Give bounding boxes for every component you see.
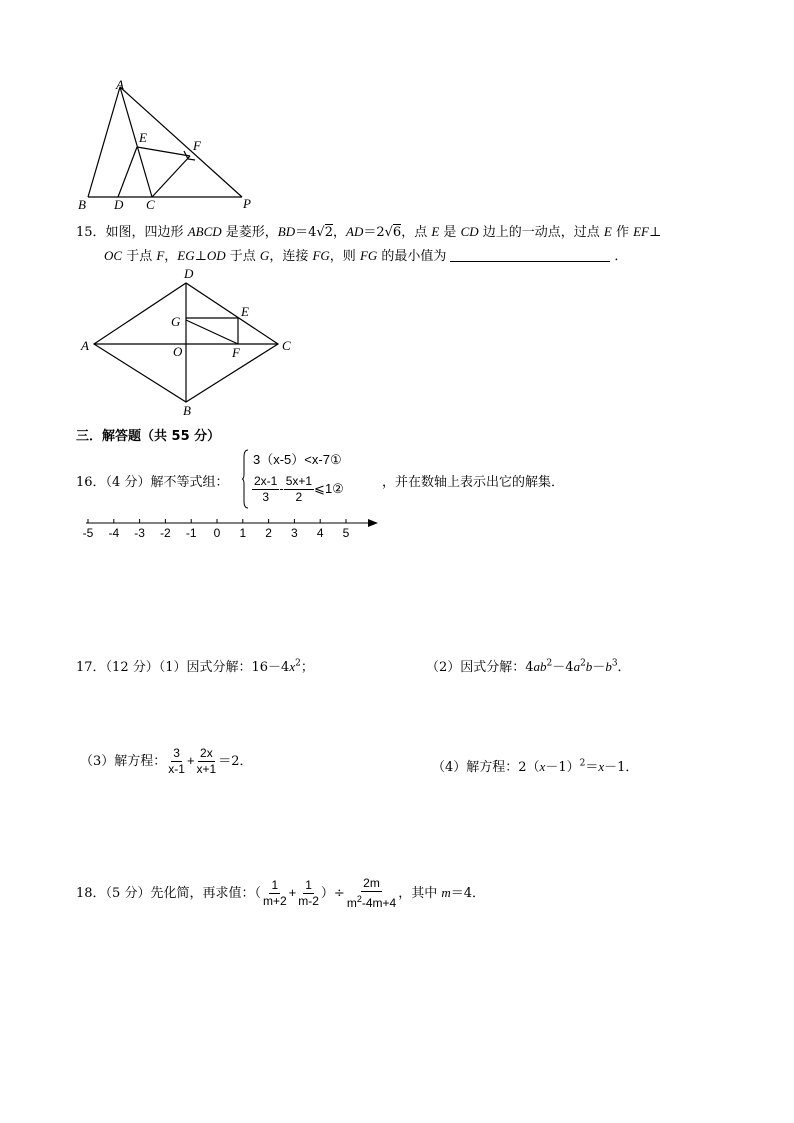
numerator: 2m [363, 876, 380, 890]
q15-text: 的最小值为 [377, 249, 447, 264]
le-sign: ⩽1② [314, 481, 344, 496]
q16-inequality-2 [252, 474, 344, 505]
denominator [345, 892, 398, 911]
q15-eg: EG [177, 248, 195, 263]
q15-bd: BD [277, 224, 296, 239]
sqrt-symbol: √ [316, 225, 325, 240]
fig14-label-p: P [243, 196, 251, 211]
fig14-label-f: F [193, 138, 201, 153]
perp-symbol: ⊥ [649, 225, 662, 240]
section-title: 三．解答题（共 55 分） [76, 429, 221, 444]
fraction [166, 746, 187, 777]
q15-text: ， [164, 249, 178, 264]
fig15-label-a: A [81, 338, 89, 353]
q15-fg: FG [312, 248, 330, 263]
q15-od: OD [206, 248, 226, 263]
exponent: 3 [611, 658, 618, 669]
var-b: b [585, 659, 593, 674]
fig15-label-f: F [232, 345, 240, 360]
q15-root2: 2 [324, 225, 333, 240]
q18-text: ＝4． [450, 886, 485, 901]
fraction [195, 746, 219, 777]
q15-text: 作 [611, 225, 634, 240]
fraction [296, 878, 321, 909]
denominator: x+1 [196, 762, 217, 776]
q15-e: E [603, 224, 612, 239]
var-x: x [539, 759, 546, 774]
den-rest: -4m+4 [361, 896, 397, 910]
q15-line2 [104, 245, 627, 264]
number-line-label: 1 [239, 526, 247, 540]
numerator: 3 [173, 746, 180, 760]
den-m: m [346, 896, 357, 910]
q15-oc: OC [104, 248, 123, 263]
minus-sign: - [279, 481, 284, 496]
q15-text: ，点 [401, 225, 432, 240]
exponent: 2 [356, 894, 362, 904]
fig15-label-b: B [183, 403, 191, 418]
number-line-label: -1 [185, 526, 197, 540]
numerator: 2x [200, 746, 213, 760]
fig15-label-d: D [184, 266, 194, 281]
plus-sign: + [186, 753, 195, 768]
fig14-label-c: C [146, 197, 155, 212]
q15-g: G [259, 248, 270, 263]
q17-text: －1） [545, 760, 580, 775]
q18-text: 18．（5 分）先化简，再求值：（ [76, 886, 261, 901]
q17-text: ． [617, 660, 631, 675]
q15-text: ． [614, 249, 628, 264]
number-line-label: 0 [213, 526, 221, 540]
fig14-label-e: E [139, 130, 147, 145]
denominator: 2 [295, 490, 303, 504]
q17-text: － [592, 660, 606, 675]
numerator: 1 [271, 878, 279, 892]
q15-text: ，则 [329, 249, 360, 264]
q15-fg: FG [359, 248, 378, 263]
q17-text: －4 [552, 660, 574, 675]
q15-text: 是 [439, 225, 461, 240]
var-b: b [605, 659, 612, 674]
q15-text: 边上的一动点，过点 [478, 225, 604, 240]
q17-part4 [432, 756, 638, 775]
q15-root6: 6 [392, 225, 402, 240]
q18-text: ）÷ [320, 886, 345, 901]
fraction [345, 876, 398, 911]
exponent: 2 [295, 658, 301, 669]
var-m: m [441, 885, 451, 900]
q18 [76, 876, 485, 911]
q17-text: ＝2． [218, 754, 253, 769]
fraction [261, 878, 289, 909]
denominator: 3 [262, 490, 270, 504]
figure-rhombus [76, 265, 306, 420]
q17-text: （2）因式分解：4 [426, 660, 534, 675]
q17-text: （4）解方程：2（ [432, 760, 540, 775]
answer-blank[interactable] [450, 248, 610, 262]
exponent: 2 [546, 658, 553, 669]
fig15-label-g: G [171, 314, 181, 329]
var-x: x [289, 659, 296, 674]
q15-text: ＝4 [295, 225, 317, 240]
var-x: x [598, 759, 605, 774]
number-line [76, 512, 386, 542]
q17-text: ； [300, 660, 314, 675]
q17-part2 [426, 656, 631, 675]
q15-ad: AD [346, 224, 364, 239]
fig15-label-e: E [241, 304, 249, 319]
q15-text: ，连接 [269, 249, 313, 264]
exponent: 2 [580, 658, 586, 669]
q15-text: 于点 [225, 249, 260, 264]
q15-text: ＝2 [363, 225, 385, 240]
fig14-label-a: A [116, 77, 124, 92]
q18-text: ，其中 [398, 886, 442, 901]
q17-text: －1． [604, 760, 639, 775]
q15-f: F [156, 248, 165, 263]
number-line-label: 4 [316, 526, 324, 540]
fig15-label-o: O [173, 344, 183, 359]
q15-ef: EF [633, 224, 649, 239]
numerator: 5x+1 [285, 474, 313, 488]
figure-triangle [70, 75, 270, 215]
q17-part3 [80, 746, 253, 777]
var-a: a [573, 659, 581, 674]
q17-part1 [76, 656, 314, 675]
q15-cd: CD [460, 224, 479, 239]
number-line-label: 5 [342, 526, 350, 540]
q15-text: 如图，四边形 [105, 225, 188, 240]
q17-text: （3）解方程： [80, 754, 167, 769]
number-line-label: -5 [82, 526, 94, 540]
numerator: 2x-1 [254, 474, 278, 488]
q17-text: ＝ [585, 760, 599, 775]
plus-sign: + [288, 885, 297, 900]
number-line-label: 2 [265, 526, 272, 540]
number-line-label: -4 [108, 526, 120, 540]
q16-tail: ，并在数轴上表示出它的解集． [382, 475, 565, 490]
q15-text: ， [332, 225, 346, 240]
number-line-label: -3 [134, 526, 145, 540]
exponent: 2 [579, 758, 586, 769]
number-line-label: 3 [291, 526, 298, 540]
q16-prefix: 16．（4 分）解不等式组： [76, 475, 229, 490]
q17-text: 17．（12 分）（1）因式分解：16－4 [76, 660, 290, 675]
q16-inequality-1: 3（x-5）<x-7① [253, 452, 342, 467]
denominator: x-1 [168, 762, 185, 776]
q15-e: E [431, 224, 440, 239]
system-brace [242, 449, 248, 509]
fig15-label-c: C [282, 338, 291, 353]
q15-number: 15． [76, 225, 106, 240]
q15-line1 [76, 221, 661, 240]
perp-symbol: ⊥ [194, 249, 207, 264]
fraction [284, 474, 314, 505]
sqrt-symbol: √ [384, 225, 393, 240]
fig14-label-d: D [114, 197, 124, 212]
var-ab: ab [533, 659, 547, 674]
fig14-label-b: B [78, 197, 86, 212]
numerator: 1 [305, 878, 312, 892]
q15-text: 于点 [122, 249, 157, 264]
q15-abcd: ABCD [187, 224, 222, 239]
denominator: m+2 [262, 894, 287, 908]
fraction [252, 474, 279, 505]
number-line-label: -2 [160, 526, 171, 540]
q15-text: 是菱形， [221, 225, 278, 240]
denominator: m-2 [298, 894, 319, 908]
